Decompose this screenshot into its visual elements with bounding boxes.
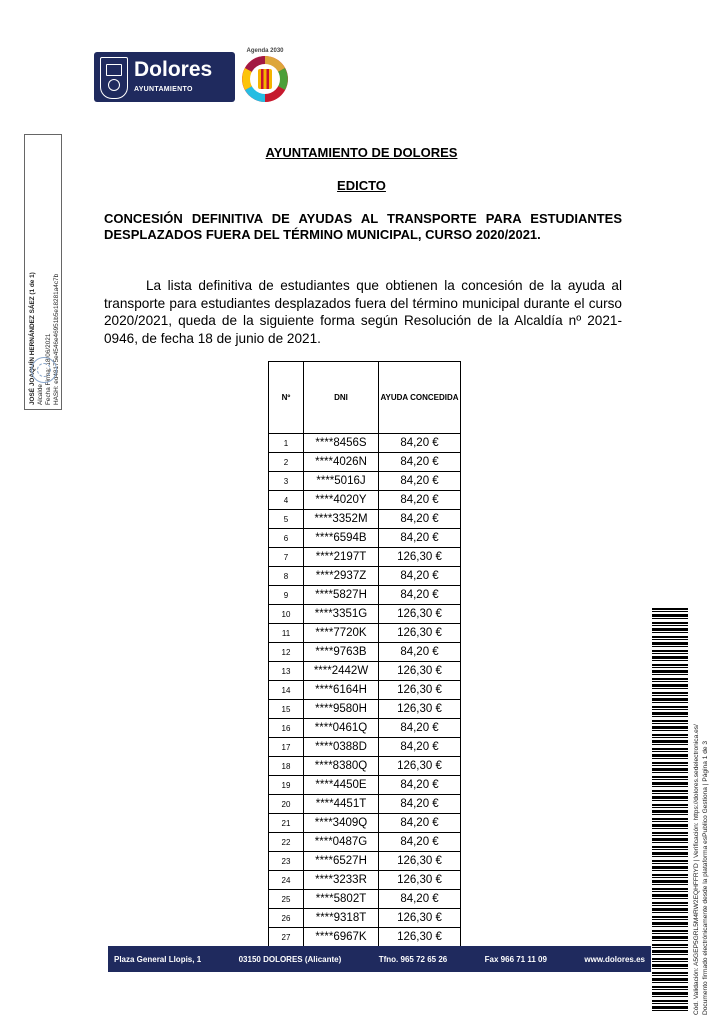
row-amount: 84,20 € [379,643,461,662]
validation-text [692,595,710,1015]
row-amount: 126,30 € [379,928,461,947]
row-dni: ****3409Q [304,814,379,833]
table-row [269,529,461,548]
footer-phone: Tfno. 965 72 65 26 [378,954,448,964]
row-number: 27 [269,928,304,947]
row-number: 1 [269,434,304,453]
row-number: 26 [269,909,304,928]
row-number: 5 [269,510,304,529]
row-number: 22 [269,833,304,852]
table-row [269,928,461,947]
row-dni: ****2197T [304,548,379,567]
row-dni: ****9318T [304,909,379,928]
agenda-label: Agenda 2030 [246,48,284,54]
row-number: 13 [269,662,304,681]
table-row [269,605,461,624]
signer-name: JOSÉ JOAQUÍN HERNÁNDEZ SÁEZ (1 de 1) [29,272,36,405]
row-dni: ****4026N [304,453,379,472]
row-number: 18 [269,757,304,776]
row-number: 3 [269,472,304,491]
dolores-logo [94,52,235,102]
table-row [269,909,461,928]
row-dni: ****2937Z [304,567,379,586]
logo-name: Dolores [134,58,213,81]
row-dni: ****3233R [304,871,379,890]
row-dni: ****8456S [304,434,379,453]
row-number: 12 [269,643,304,662]
row-number: 17 [269,738,304,757]
table-row [269,472,461,491]
row-dni: ****4020Y [304,491,379,510]
row-amount: 84,20 € [379,738,461,757]
table-row [269,643,461,662]
row-number: 6 [269,529,304,548]
row-number: 20 [269,795,304,814]
row-number: 25 [269,890,304,909]
table-row [269,434,461,453]
row-amount: 84,20 € [379,491,461,510]
signature-hash: HASH: ed48175e4546e46951b5e18281a4c7b [53,273,60,405]
seal-icon [31,357,57,383]
row-amount: 84,20 € [379,586,461,605]
row-dni: ****9580H [304,700,379,719]
footer-bar [108,946,651,972]
row-dni: ****0388D [304,738,379,757]
row-number: 2 [269,453,304,472]
row-amount: 84,20 € [379,472,461,491]
row-dni: ****5802T [304,890,379,909]
row-number: 8 [269,567,304,586]
footer-fax: Fax 966 71 11 09 [484,954,547,964]
validation-line-2: Documento firmado electrónicamente desde la plataforma esPublico Gestiona | Página 1 de 3 [702,740,709,1015]
row-number: 11 [269,624,304,643]
header-number: Nº [269,362,304,434]
row-number: 16 [269,719,304,738]
row-amount: 126,30 € [379,624,461,643]
row-dni: ****5827H [304,586,379,605]
row-dni: ****9763B [304,643,379,662]
validation-line-1: Cód. Validación: A5GEP5GRL5M4RW2EQHFFRYD | Verificación: https://dolores.sedelectronica.es/ [693,724,700,1015]
row-dni: ****0487G [304,833,379,852]
table-row [269,890,461,909]
row-amount: 126,30 € [379,871,461,890]
table-row [269,833,461,852]
row-dni: ****6967K [304,928,379,947]
signer-role: Alcalde [37,384,44,405]
footer-address: Plaza General Llopis, 1 [114,954,202,964]
row-dni: ****3352M [304,510,379,529]
logo-subtitle: AYUNTAMIENTO [134,86,193,93]
footer-web: www.dolores.es [584,954,645,964]
document-title: AYUNTAMIENTO DE DOLORES [265,145,458,160]
row-amount: 126,30 € [379,757,461,776]
row-dni: ****2442W [304,662,379,681]
coat-of-arms-icon [100,57,128,99]
row-number: 9 [269,586,304,605]
table-row [269,681,461,700]
barcode [652,608,688,1013]
table-row [269,719,461,738]
row-amount: 84,20 € [379,833,461,852]
sdg-wheel-icon [238,48,292,104]
table-row [269,852,461,871]
row-number: 15 [269,700,304,719]
row-amount: 84,20 € [379,434,461,453]
table-row [269,491,461,510]
row-dni: ****6527H [304,852,379,871]
signature-date: Fecha Firma: 18/06/2021 [45,333,52,405]
table-row [269,624,461,643]
header-dni: DNI [304,362,379,434]
row-amount: 84,20 € [379,453,461,472]
row-amount: 84,20 € [379,529,461,548]
row-amount: 84,20 € [379,890,461,909]
row-number: 23 [269,852,304,871]
row-amount: 126,30 € [379,662,461,681]
row-dni: ****0461Q [304,719,379,738]
intro-paragraph: La lista definitiva de estudiantes que obtienen la concesión de la ayuda al transporte para estudiantes desplazados fuera del término municipal durante el curso 2020/2021, queda de la siguiente forma según Resolución de la Alcaldía nº 2021-0946, de fecha 18 de junio de 2021. [104,278,622,346]
table-row [269,776,461,795]
row-dni: ****6594B [304,529,379,548]
row-dni: ****7720K [304,624,379,643]
row-number: 10 [269,605,304,624]
row-amount: 84,20 € [379,510,461,529]
row-amount: 126,30 € [379,700,461,719]
aid-table [268,361,461,947]
table-row [269,510,461,529]
row-amount: 126,30 € [379,681,461,700]
row-amount: 84,20 € [379,719,461,738]
table-row [269,871,461,890]
document-type: EDICTO [337,178,386,193]
row-amount: 84,20 € [379,814,461,833]
table-row [269,757,461,776]
row-amount: 84,20 € [379,795,461,814]
document-subject: CONCESIÓN DEFINITIVA DE AYUDAS AL TRANSPORTE PARA ESTUDIANTES DESPLAZADOS FUERA DEL TÉRMINO MUNICIPAL, CURSO 2020/2021. [104,211,622,242]
row-number: 24 [269,871,304,890]
table-row [269,567,461,586]
row-dni: ****4451T [304,795,379,814]
row-number: 7 [269,548,304,567]
row-amount: 84,20 € [379,776,461,795]
table-body [269,434,461,947]
row-number: 19 [269,776,304,795]
row-number: 14 [269,681,304,700]
table-row [269,586,461,605]
row-amount: 126,30 € [379,605,461,624]
row-amount: 126,30 € [379,548,461,567]
signature-box [24,134,62,410]
table-header-row [269,362,461,434]
row-amount: 84,20 € [379,567,461,586]
row-dni: ****4450E [304,776,379,795]
row-number: 4 [269,491,304,510]
row-dni: ****5016J [304,472,379,491]
table-row [269,453,461,472]
row-dni: ****6164H [304,681,379,700]
table-row [269,795,461,814]
footer-city: 03150 DOLORES (Alicante) [238,954,342,964]
header-amount: AYUDA CONCEDIDA [379,362,461,434]
row-dni: ****8380Q [304,757,379,776]
table-row [269,738,461,757]
row-amount: 126,30 € [379,852,461,871]
table-row [269,814,461,833]
row-number: 21 [269,814,304,833]
table-row [269,700,461,719]
table-row [269,662,461,681]
table-row [269,548,461,567]
agenda-2030-logo [238,48,292,104]
row-dni: ****3351G [304,605,379,624]
row-amount: 126,30 € [379,909,461,928]
